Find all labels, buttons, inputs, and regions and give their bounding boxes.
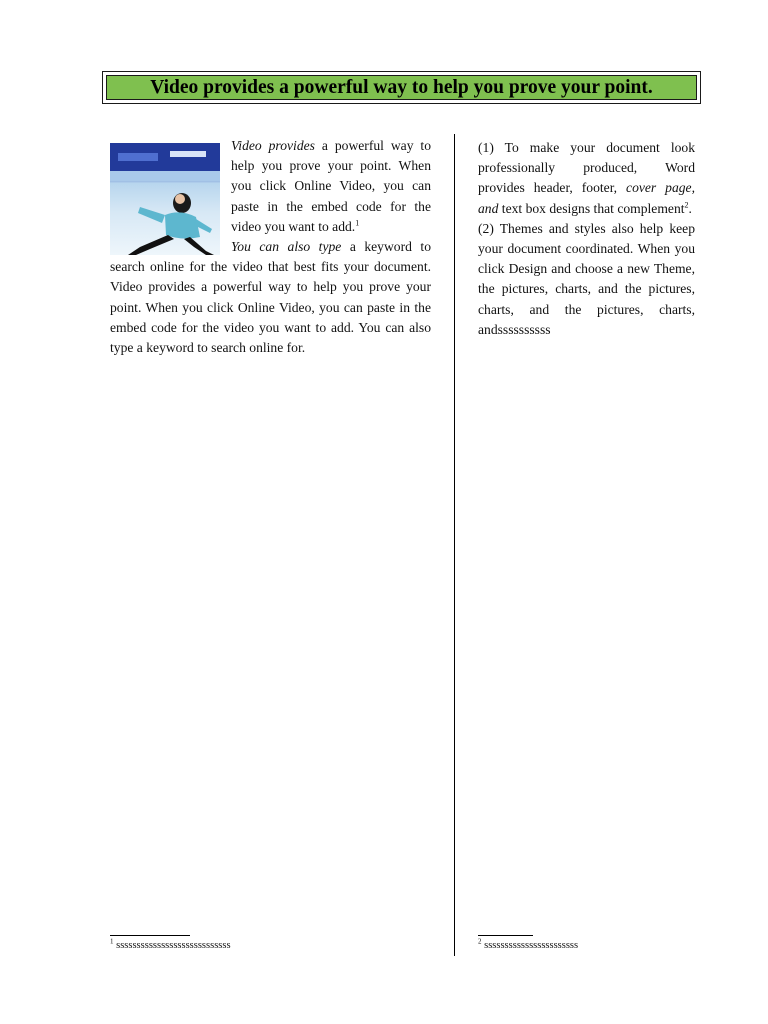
left-column (110, 136, 431, 358)
footnote-1-number: 1 (110, 937, 114, 946)
footnote-separator-left (110, 935, 190, 936)
title-box (102, 71, 701, 104)
left-paragraph-2 (110, 237, 431, 358)
footnote-separator-right (478, 935, 533, 936)
footnote-1-text: ssssssssssssssssssssssssssss (113, 940, 231, 951)
right-column (478, 138, 695, 340)
footnote-2-text: sssssssssssssssssssssss (481, 940, 579, 951)
list-item-1 (478, 138, 695, 219)
footnote-2-number: 2 (478, 937, 482, 946)
list-item-1-italic: cover page, and (478, 180, 695, 216)
footnote-ref-2[interactable]: 2 (684, 200, 689, 210)
list-item-1-text-after: text box designs that complement (498, 200, 685, 216)
italic-lead: Video provides (231, 138, 315, 153)
footnote-ref-1[interactable]: 1 (355, 218, 360, 228)
left-paragraph-1-text: a powerful way to help you prove your point. When you click Online Video, you can paste in the embed code for the video you want to add. (231, 138, 431, 234)
list-item-1-end: . (688, 200, 692, 216)
footnote-1 (110, 937, 231, 951)
column-divider (454, 134, 455, 956)
list-item-1-text: (1) To make your document look professionally produced, Word provides header, footer, (478, 140, 695, 196)
left-paragraph-2-text: a keyword to search online for the video that best fits your document. Video provides a powerful way to help you prove your point. When you click Online Video, you can paste in the embed code for the video you want to add. You can also type a keyword to search online for. (110, 239, 431, 356)
figure-skater-photo (110, 143, 220, 255)
footnote-2 (478, 937, 579, 951)
italic-lead-2: You can also type (231, 239, 342, 255)
document-title: Video provides a powerful way to help you prove your point. (106, 75, 697, 100)
list-item-2: (2) Themes and styles also help keep your document coordinated. When you click Design and choose a new Theme, the pictures, charts, and the pictures, charts, and the pictures, charts, andssssssssss (478, 220, 695, 337)
